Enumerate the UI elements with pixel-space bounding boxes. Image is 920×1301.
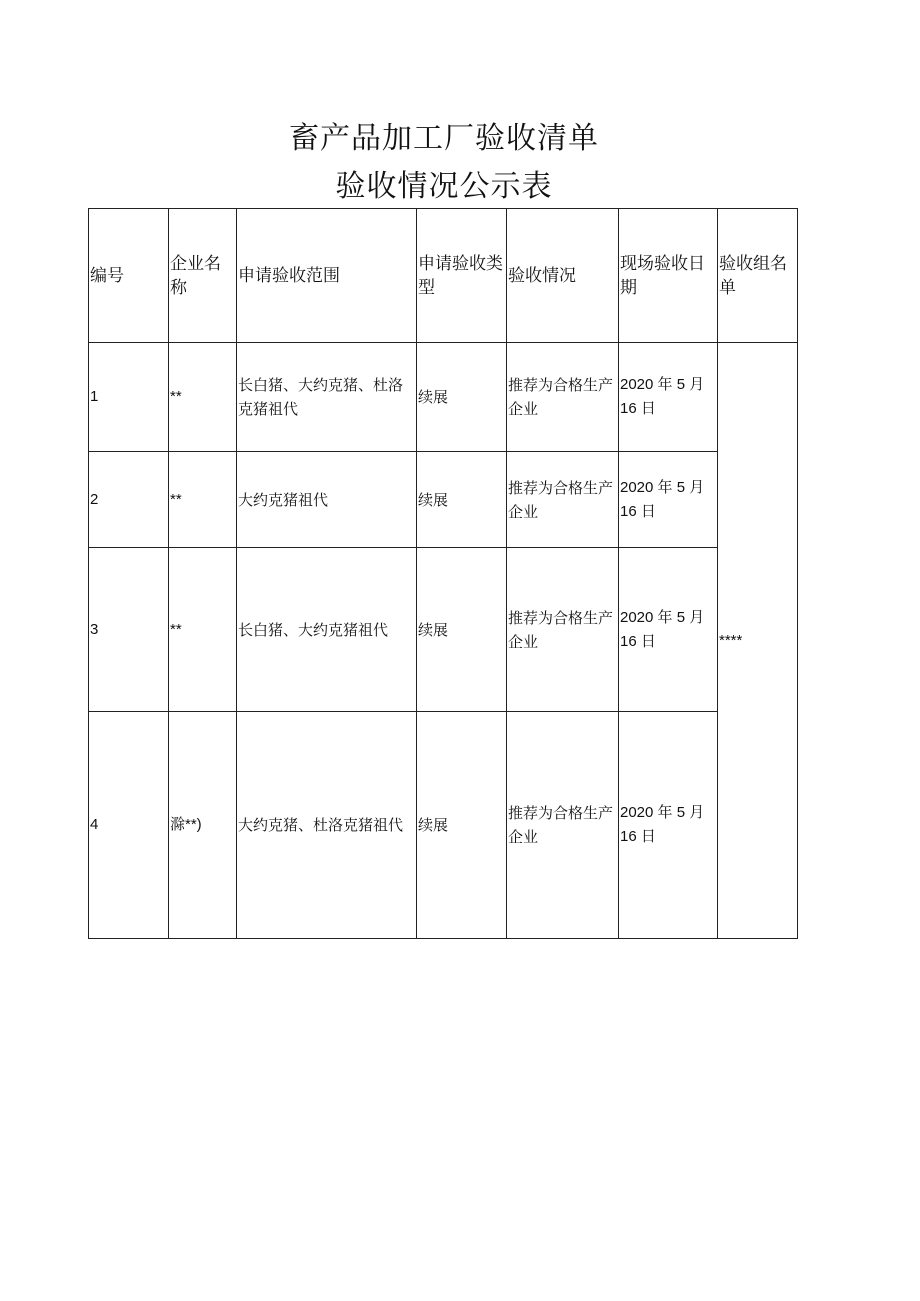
cell-date-line2: 16 日 <box>620 632 656 650</box>
cell-date <box>619 452 718 548</box>
cell-number: 2 <box>89 452 169 548</box>
cell-date-line1: 2020 年 5 月 <box>620 804 705 821</box>
cell-number: 3 <box>89 548 169 712</box>
table-row <box>89 452 798 548</box>
cell-date-line2: 16 日 <box>620 400 656 417</box>
cell-type: 续展 <box>417 452 507 548</box>
cell-scope: 长白猪、大约克猪祖代 <box>237 548 417 712</box>
cell-scope: 长白猪、大约克猪、杜洛克猪祖代 <box>237 343 417 452</box>
cell-date-line1: 2020 年 5 月 <box>620 478 705 496</box>
cell-date <box>619 712 718 939</box>
header-number: 编号 <box>89 209 169 343</box>
cell-number: 1 <box>89 343 169 452</box>
table-header-row <box>89 209 798 343</box>
header-scope: 申请验收范围 <box>237 209 417 343</box>
table-row <box>89 343 798 452</box>
cell-type: 续展 <box>417 343 507 452</box>
header-date: 现场验收日期 <box>619 209 718 343</box>
cell-type: 续展 <box>417 548 507 712</box>
acceptance-table <box>88 208 798 939</box>
cell-result: 推荐为合格生产企业 <box>507 548 619 712</box>
header-company: 企业名称 <box>169 209 237 343</box>
header-type: 申请验收类型 <box>417 209 507 343</box>
cell-company: 滁**) <box>169 712 237 939</box>
cell-result: 推荐为合格生产企业 <box>507 712 619 939</box>
cell-scope: 大约克猪、杜洛克猪祖代 <box>237 712 417 939</box>
document-title: 畜产品加工厂验收清单 <box>289 121 599 156</box>
header-result: 验收情况 <box>507 209 619 343</box>
cell-number: 4 <box>89 712 169 939</box>
cell-date <box>619 343 718 452</box>
cell-type: 续展 <box>417 712 507 939</box>
cell-scope: 大约克猪祖代 <box>237 452 417 548</box>
cell-company: ** <box>169 343 237 452</box>
document-subtitle: 验收情况公示表 <box>335 169 553 204</box>
cell-date-line2: 16 日 <box>620 828 656 845</box>
cell-date-line1: 2020 年 5 月 <box>620 376 705 393</box>
header-team: 验收组名单 <box>718 209 798 343</box>
cell-date <box>619 548 718 712</box>
table-row <box>89 548 798 712</box>
cell-date-line2: 16 日 <box>620 502 656 520</box>
cell-date-line1: 2020 年 5 月 <box>620 608 705 626</box>
cell-company: ** <box>169 548 237 712</box>
cell-team: **** <box>718 343 798 939</box>
cell-company: ** <box>169 452 237 548</box>
table-row <box>89 712 798 939</box>
cell-result: 推荐为合格生产企业 <box>507 343 619 452</box>
cell-result: 推荐为合格生产企业 <box>507 452 619 548</box>
